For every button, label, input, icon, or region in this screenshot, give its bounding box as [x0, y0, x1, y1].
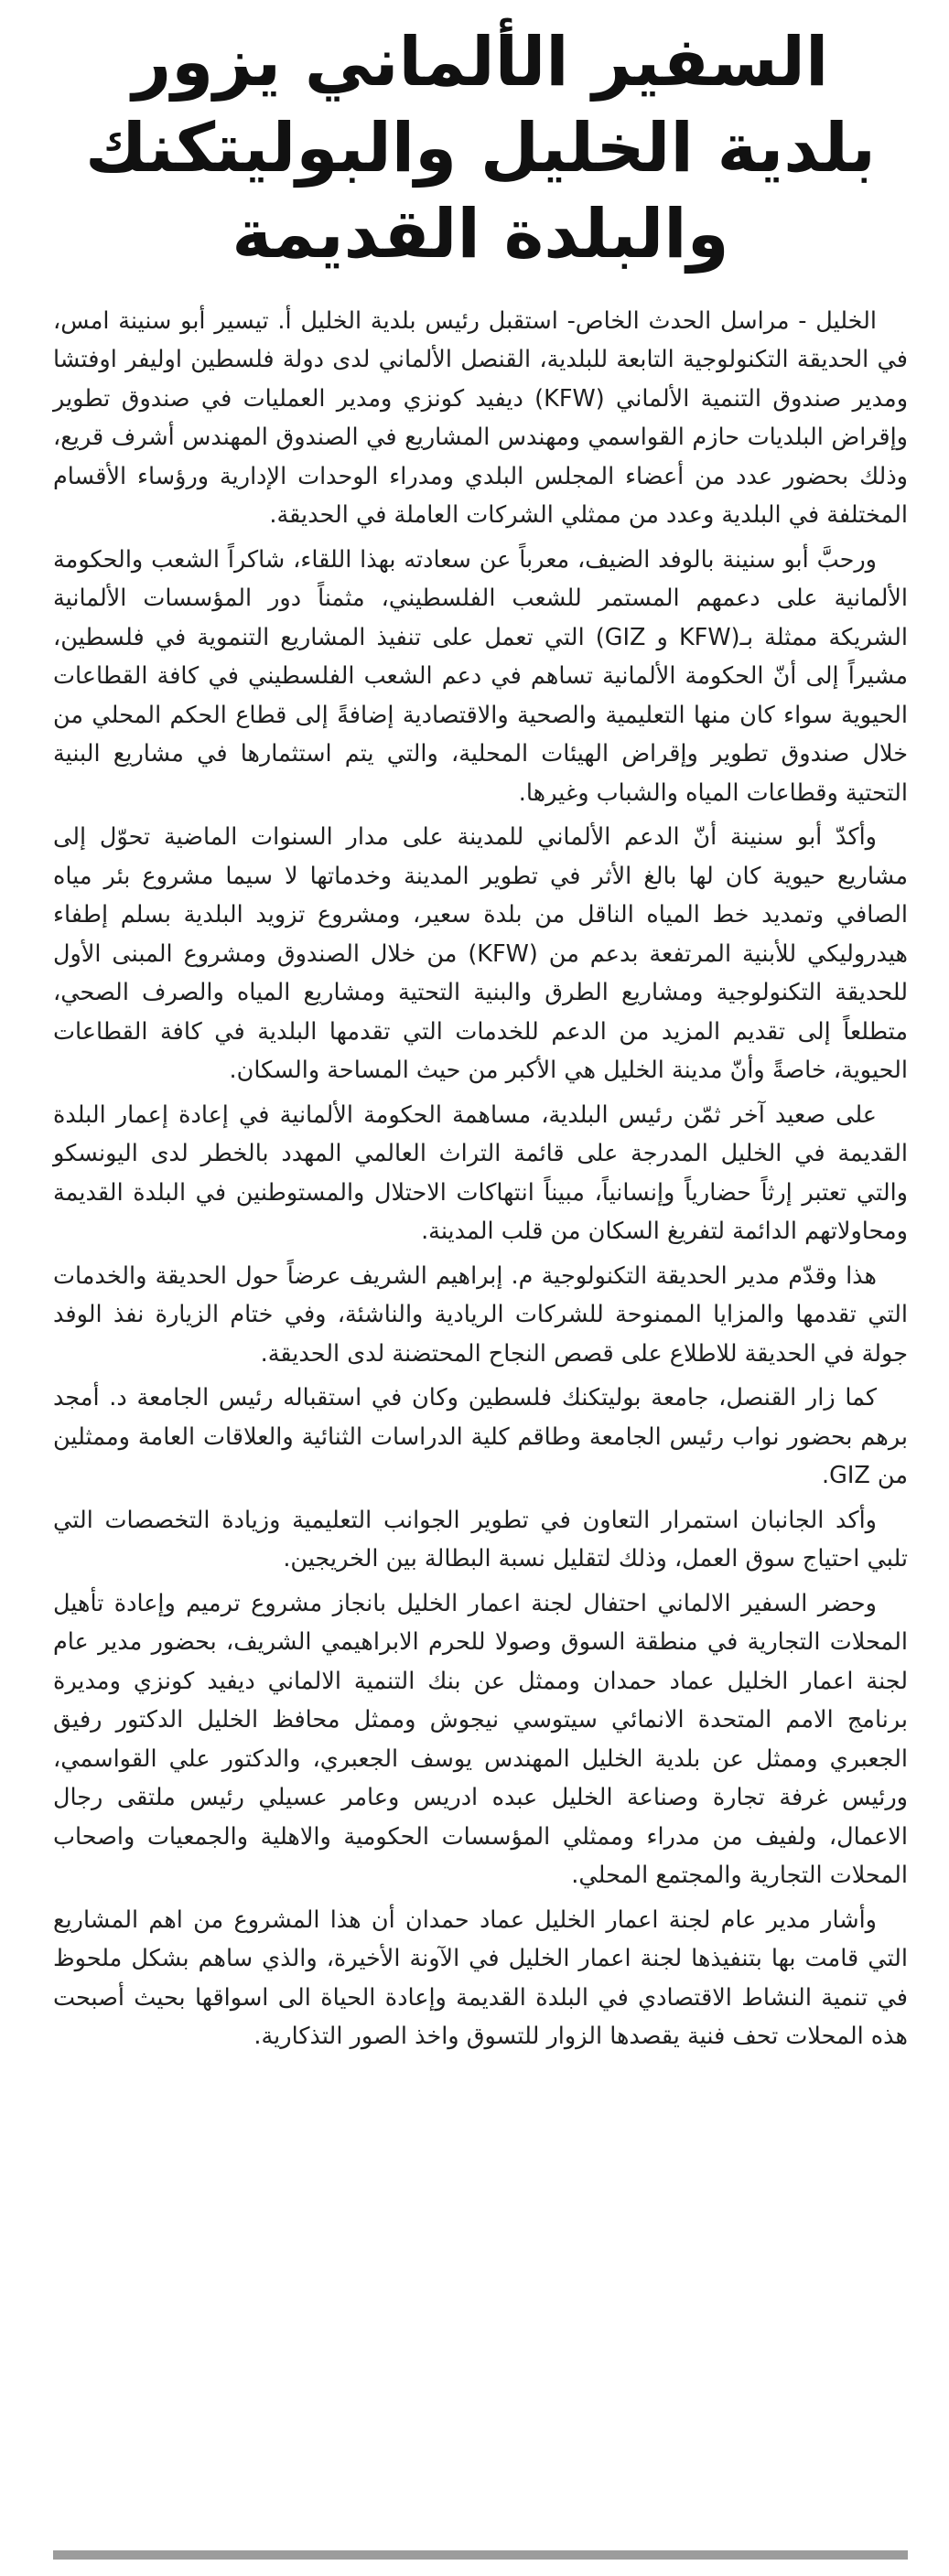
article-paragraph: الخليل - مراسل الحدث الخاص- استقبل رئيس بلدية الخليل أ. تيسير أبو سنينة امس، في الحديقة التكنولوجية التابعة للبلدية، القنصل الألماني لدى دولة فلسطين اوليفر اوفتشا ومدير صندوق التنمية الألماني (KFW) ديفيد كونزي ومدير العمليات في صندوق تطوير وإقراض البلديات حازم القواسمي ومهندس المشاريع في الصندوق المهندس أشرف قريع، وذلك بحضور عدد من أعضاء المجلس البلدي ومدراء الوحدات الإدارية ورؤساء الأقسام المختلفة في البلدية وعدد من ممثلي الشركات العاملة في الحديقة.: [53, 306, 909, 530]
article-headline: السفير الألماني يزور بلدية الخليل والبوليتكنك والبلدة القديمة: [85, 23, 876, 274]
article-body: [53, 302, 908, 2056]
article-paragraph: وأكدّ أبو سنينة أنّ الدعم الألماني للمدينة على مدار السنوات الماضية تحوّل إلى مشاريع حيوية كان لها بالغ الأثر في تطوير المدينة وخدماتها لا سيما مشروع بئر مياه الصافي وتمديد خط المياه الناقل من بلدة سعير، ومشروع تزويد البلدية بسلم إطفاء هيدروليكي للأبنية المرتفعة بدعم من (KFW) من خلال الصندوق ومشروع المبنى الأول للحديقة التكنولوجية ومشاريع الطرق والبنية التحتية ومشاريع المياه والصرف الصحي، متطلعاً إلى تقديم المزيد من الدعم للخدمات التي تقدمها البلدية في كافة القطاعات الحيوية، خاصةً وأنّ مدينة الخليل هي الأكبر من حيث المساحة والسكان.: [53, 823, 908, 1085]
article-paragraph: ورحبَّ أبو سنينة بالوفد الضيف، معرباً عن سعادته بهذا اللقاء، شاكراً الشعب والحكومة الألمانية على دعمهم المستمر للشعب الفلسطيني، مثمناً دور المؤسسات الألمانية الشريكة ممثلة بـ(KFW و GIZ) التي تعمل على تنفيذ المشاريع التنموية في فلسطين، مشيراً إلى أنّ الحكومة الألمانية تساهم في دعم الشعب الفلسطيني في كافة القطاعات الحيوية سواء كان منها التعليمية والصحية والاقتصادية إضافةً إلى قطاع الحكم المحلي من خلال صندوق تطوير وإقراض الهيئات المحلية، والتي يتم استثمارها في مشاريع البنية التحتية وقطاعات المياه والشباب وغيرها.: [53, 545, 908, 807]
article-paragraph: هذا وقدّم مدير الحديقة التكنولوجية م. إبراهيم الشريف عرضاً حول الحديقة والخدمات التي تقدمها والمزايا الممنوحة للشركات الريادية والناشئة، وفي ختام الزيارة نفذ الوفد جولة في الحديقة للاطلاع على قصص النجاح المحتضنة لدى الحديقة.: [53, 1261, 908, 1368]
news-article: [53, 20, 908, 2056]
article-paragraph: وأكد الجانبان استمرار التعاون في تطوير الجوانب التعليمية وزيادة التخصصات التي تلبي احتياج سوق العمل، وذلك لتقليل نسبة البطالة بين الخريجين.: [53, 1506, 908, 1573]
bottom-divider: [53, 2550, 908, 2560]
article-paragraph: على صعيد آخر ثمّن رئيس البلدية، مساهمة الحكومة الألمانية في إعادة إعمار البلدة القديمة في الخليل المدرجة على قائمة التراث العالمي المهدد بالخطر لدى اليونسكو والتي تعتبر إرثاً حضارياً وإنسانياً، مبيناً انتهاكات الاحتلال والمستوطنين في البلدة القديمة ومحاولاتهم الدائمة لتفريغ السكان من قلب المدينة.: [53, 1100, 908, 1246]
article-paragraph: وأشار مدير عام لجنة اعمار الخليل عماد حمدان أن هذا المشروع من اهم المشاريع التي قامت بها بتنفيذها لجنة اعمار الخليل في الآونة الأخيرة، والذي ساهم بشكل ملحوظ في تنمية النشاط الاقتصادي في البلدة القديمة وإعادة الحياة الى اسواقها بحيث أصبحت هذه المحلات تحف فنية يقصدها الزوار للتسوق واخذ الصور التذكارية.: [53, 1905, 908, 2051]
article-paragraph: كما زار القنصل، جامعة بوليتكنك فلسطين وكان في استقباله رئيس الجامعة د. أمجد برهم بحضور نواب رئيس الجامعة وطاقم كلية الدراسات الثنائية والعلاقات العامة وممثلين من GIZ.: [53, 1384, 908, 1490]
article-paragraph: وحضر السفير الالماني احتفال لجنة اعمار الخليل بانجاز مشروع ترميم وإعادة تأهيل المحلات التجارية في منطقة السوق وصولا للحرم الابراهيمي الشريف، بحضور مدير عام لجنة اعمار الخليل عماد حمدان وممثل عن بنك التنمية الالماني ديفيد كونزي ومديرة برنامج الامم المتحدة الانمائي سيتوسي نيجوش وممثل محافظ الخليل الدكتور رفيق الجعبري وممثل عن بلدية الخليل المهندس يوسف الجعبري، والدكتور علي القواسمي، ورئيس غرفة تجارة وصناعة الخليل عبده ادريس وعامر عسيلي رئيس ملتقى رجال الاعمال، ولفيف من مدراء وممثلي المؤسسات الحكومية والاهلية والجمعيات واصحاب المحلات التجارية والمجتمع المحلي.: [53, 1589, 908, 1890]
